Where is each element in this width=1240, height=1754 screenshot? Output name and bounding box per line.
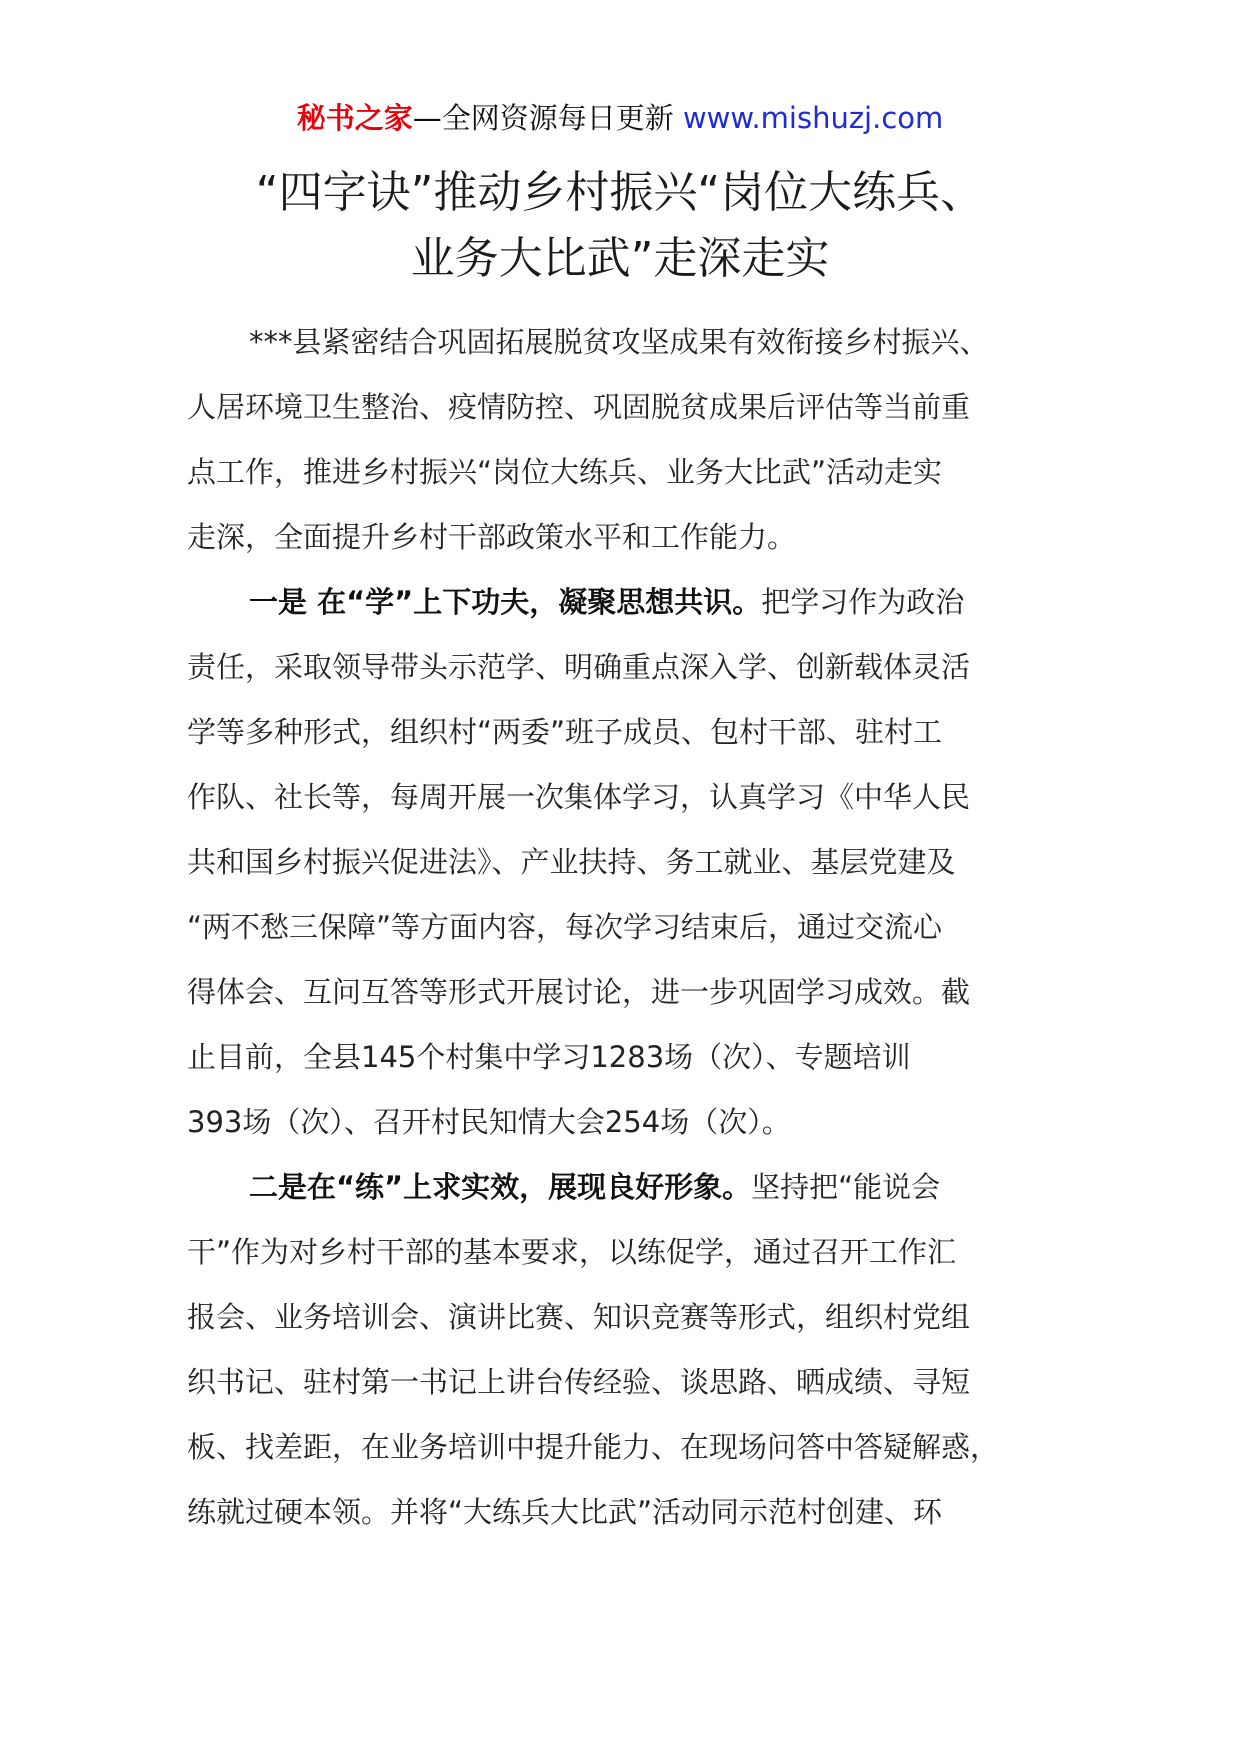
text-line: 学等多种形式，组织村“两委”班子成员、包村干部、驻村工	[187, 715, 943, 749]
paragraph-heading: 一是 在“学”上下功夫，凝聚思想共识。	[249, 585, 762, 619]
text-line: 止目前，全县145个村集中学习1283场（次）、专题培训	[187, 1040, 911, 1074]
paragraph-practice	[187, 1155, 1067, 1545]
text-line: 练就过硬本领。并将“大练兵大比武”活动同示范村创建、环	[187, 1495, 943, 1529]
text-line: 点工作，推进乡村振兴“岗位大练兵、业务大比武”活动走实	[187, 455, 943, 489]
text-line: “两不愁三保障”等方面内容，每次学习结束后，通过交流心	[187, 910, 943, 944]
text-line: 作队、社长等，每周开展一次集体学习，认真学习《中华人民	[187, 780, 971, 814]
header-slogan: —全网资源每日更新	[412, 101, 674, 135]
text-line: 织书记、驻村第一书记上讲台传经验、谈思路、晒成绩、寻短	[187, 1365, 971, 1399]
site-url-link[interactable]: www.mishuzj.com	[682, 101, 944, 135]
text-line: ***县紧密结合巩固拓展脱贫攻坚成果有效衔接乡村振兴、	[249, 325, 989, 359]
paragraph-study	[187, 570, 1067, 1155]
paragraph-heading: 二是在“练”上求实效，展现良好形象。	[249, 1170, 752, 1204]
text-line: 人居环境卫生整治、疫情防控、巩固脱贫成果后评估等当前重	[187, 390, 971, 424]
brand-name: 秘书之家	[296, 101, 413, 135]
text-line: 板、找差距，在业务培训中提升能力、在现场问答中答疑解惑，	[187, 1430, 1000, 1464]
text-line: 得体会、互问互答等形式开展讨论，进一步巩固学习成效。截	[187, 975, 971, 1009]
text-line: 干”作为对乡村干部的基本要求，以练促学，通过召开工作汇	[187, 1235, 957, 1269]
text-line	[187, 1155, 1067, 1220]
text-line: 393场（次）、召开村民知情大会254场（次）。	[187, 1105, 791, 1139]
text-line: 报会、业务培训会、演讲比赛、知识竞赛等形式，组织村党组	[187, 1300, 971, 1334]
text-run: 坚持把“能说会	[751, 1170, 941, 1204]
text-line	[187, 570, 1067, 635]
title-line-1: “四字诀”推动乡村振兴“岗位大练兵、	[255, 167, 985, 218]
text-line: 共和国乡村振兴促进法》、产业扶持、务工就业、基层党建及	[187, 845, 956, 879]
title-line-2: 业务大比武”走深走实	[410, 233, 830, 284]
site-header	[0, 98, 1240, 138]
paragraph-intro	[187, 310, 1067, 570]
text-line: 走深，全面提升乡村干部政策水平和工作能力。	[187, 520, 797, 554]
document-title	[150, 160, 1090, 292]
text-run: 把学习作为政治	[761, 585, 965, 619]
text-line: 责任，采取领导带头示范学、明确重点深入学、创新载体灵活	[187, 650, 971, 684]
document-body	[187, 310, 1067, 1545]
